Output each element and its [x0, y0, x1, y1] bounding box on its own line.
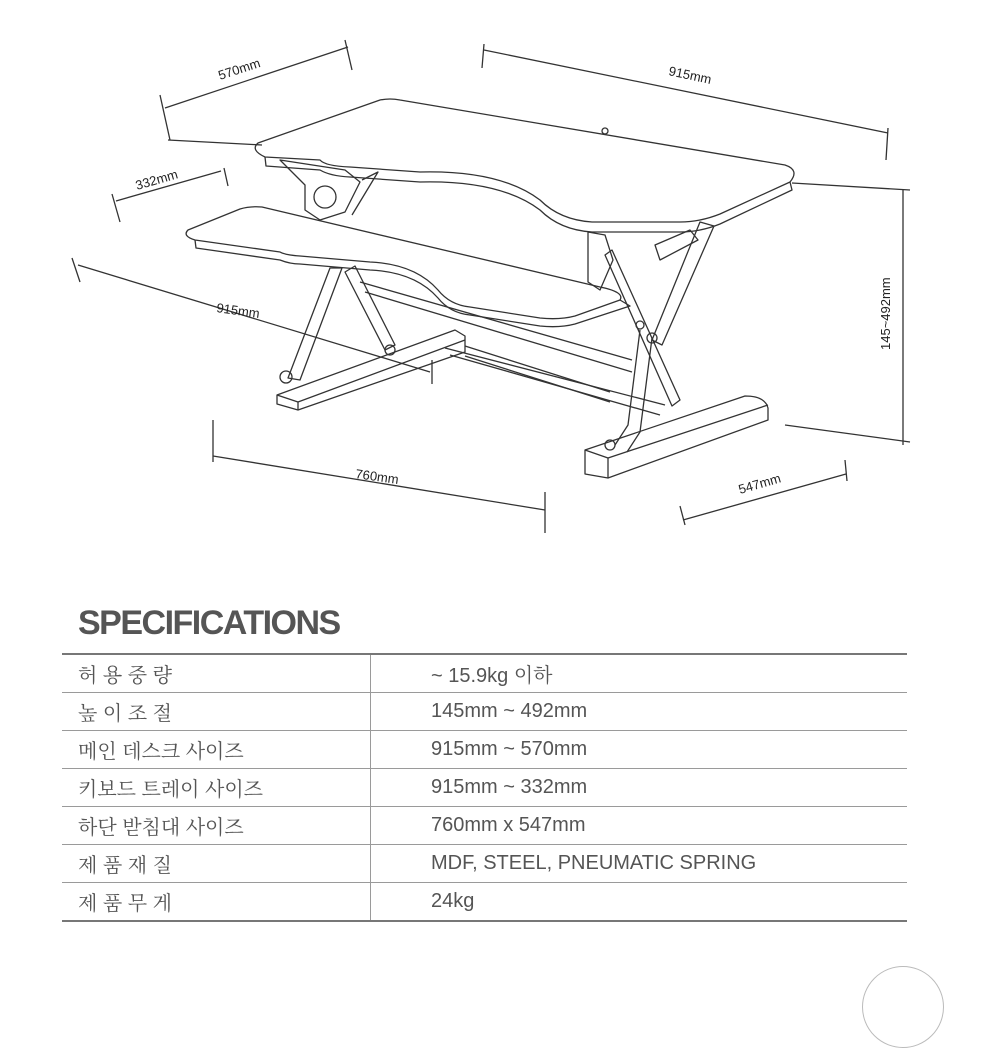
- dim-label-top-width: 915mm: [667, 63, 713, 87]
- spec-value: 915mm ~ 570mm: [371, 731, 908, 769]
- spec-label: 제 품 무 게: [62, 883, 371, 922]
- spec-label: 하단 받침대 사이즈: [62, 807, 371, 845]
- spec-label: 제 품 재 질: [62, 845, 371, 883]
- dim-line-top-width: [168, 44, 888, 160]
- table-row: [62, 769, 907, 807]
- spec-value: 915mm ~ 332mm: [371, 769, 908, 807]
- spec-value: ~ 15.9kg 이하: [371, 654, 908, 693]
- spec-label: 허 용 중 량: [62, 654, 371, 693]
- table-row: [62, 807, 907, 845]
- spec-table: [62, 653, 907, 922]
- spec-value: 145mm ~ 492mm: [371, 693, 908, 731]
- spec-value: 24kg: [371, 883, 908, 922]
- table-row: [62, 654, 907, 693]
- dim-label-tray-width: 915mm: [215, 300, 261, 322]
- table-row: [62, 883, 907, 922]
- dim-label-base-depth: 547mm: [736, 470, 783, 497]
- spec-label: 높 이 조 절: [62, 693, 371, 731]
- spec-label: 키보드 트레이 사이즈: [62, 769, 371, 807]
- spec-value: MDF, STEEL, PNEUMATIC SPRING: [371, 845, 908, 883]
- spec-title: SPECIFICATIONS: [78, 604, 340, 642]
- spec-label: 메인 데스크 사이즈: [62, 731, 371, 769]
- table-row: [62, 845, 907, 883]
- table-row: [62, 693, 907, 731]
- base-frame: [277, 330, 768, 478]
- corner-circle-decoration: [862, 966, 944, 1048]
- dim-label-base-width: 760mm: [354, 466, 400, 488]
- dim-line-tray-width: [72, 258, 432, 384]
- table-row: [62, 731, 907, 769]
- spec-value: 760mm x 547mm: [371, 807, 908, 845]
- main-desk-top: [255, 99, 794, 232]
- dim-label-tray-depth: 332mm: [133, 166, 180, 193]
- dim-label-height: 145~492mm: [878, 277, 893, 350]
- lift-mechanism: [280, 160, 714, 452]
- dim-label-top-depth: 570mm: [216, 55, 263, 83]
- dim-line-base-depth: [680, 460, 847, 525]
